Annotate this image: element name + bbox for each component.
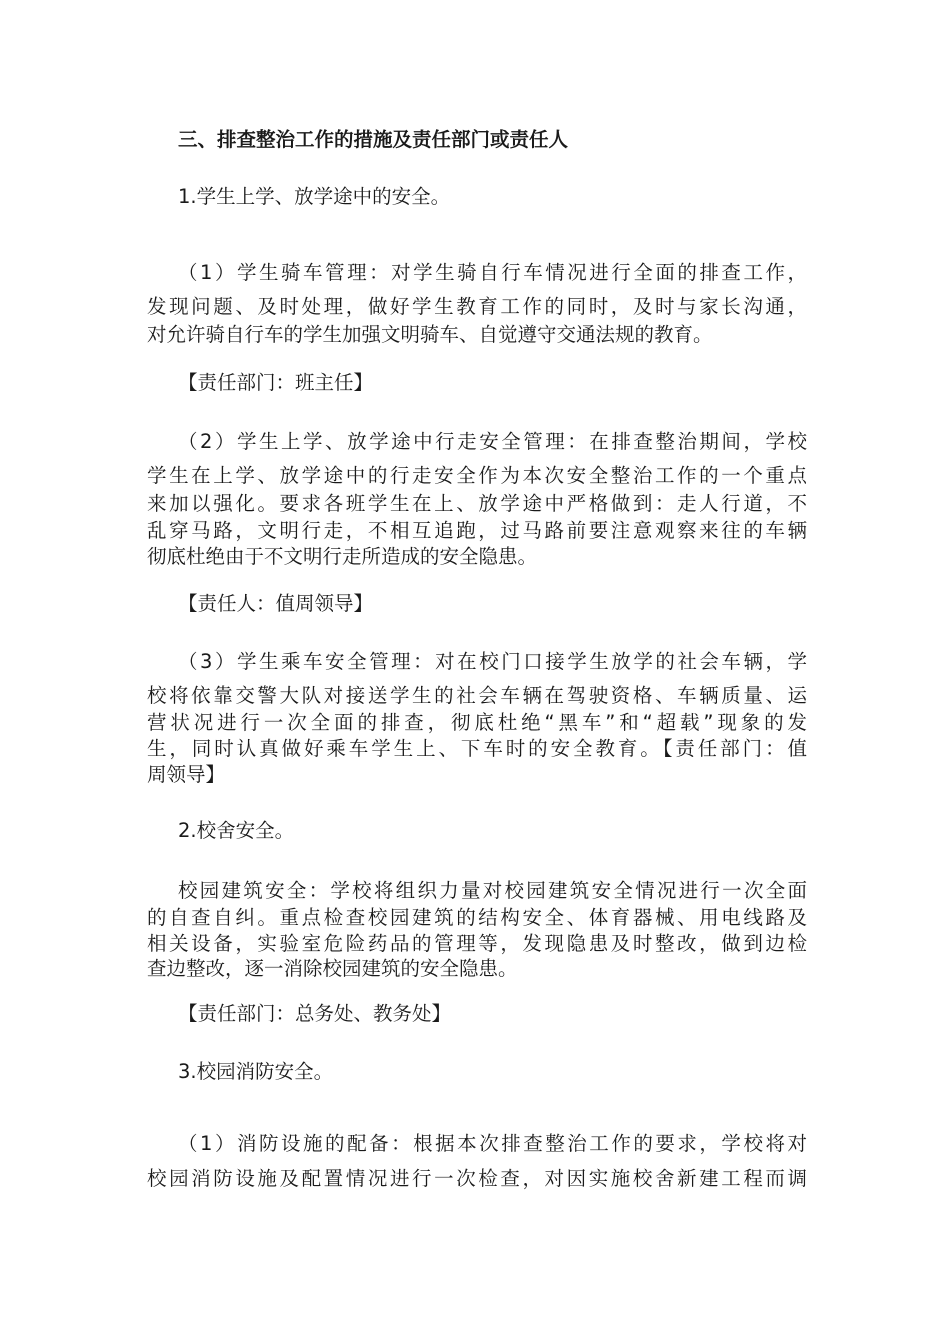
subsection-title-2: 2.校舍安全。: [178, 819, 295, 842]
paragraph-line: 发现问题、及时处理，做好学生教育工作的同时，及时与家长沟通，: [147, 295, 807, 318]
paragraph-line: 校园消防设施及配置情况进行一次检查，对因实施校舍新建工程而调: [147, 1167, 807, 1190]
paragraph-line: 查边整改，逐一消除校园建筑的安全隐患。: [147, 957, 518, 980]
paragraph-line: 彻底杜绝由于不文明行走所造成的安全隐患。: [147, 545, 538, 568]
responsibility-note: 【责任部门：总务处、教务处】: [178, 1002, 452, 1025]
paragraph-line: 对允许骑自行车的学生加强文明骑车、自觉遵守交通法规的教育。: [147, 323, 713, 346]
paragraph-line: 的自查自纠。重点检查校园建筑的结构安全、体育器械、用电线路及: [147, 906, 807, 929]
responsibility-note: 【责任部门：班主任】: [178, 371, 374, 394]
paragraph-line: 相关设备，实验室危险药品的管理等，发现隐患及时整改，做到边检: [147, 932, 807, 955]
paragraph-line: 生，同时认真做好乘车学生上、下车时的安全教育。【责任部门：值: [147, 737, 807, 760]
paragraph-line: 来加以强化。要求各班学生在上、放学途中严格做到：走人行道，不: [147, 492, 807, 515]
subsection-title-3: 3.校园消防安全。: [178, 1060, 334, 1083]
paragraph-line: （1）消防设施的配备：根据本次排查整治工作的要求，学校将对: [178, 1132, 807, 1155]
paragraph-line: （3）学生乘车安全管理：对在校门口接学生放学的社会车辆，学: [178, 650, 807, 673]
paragraph-line: 周领导】: [147, 763, 226, 786]
paragraph-line: 校将依靠交警大队对接送学生的社会车辆在驾驶资格、车辆质量、运: [147, 684, 807, 707]
paragraph-line: 校园建筑安全：学校将组织力量对校园建筑安全情况进行一次全面: [178, 879, 807, 902]
subsection-title-1: 1.学生上学、放学途中的安全。: [178, 185, 451, 208]
paragraph-line: （2）学生上学、放学途中行走安全管理：在排查整治期间，学校: [178, 430, 807, 453]
paragraph-line: 营状况进行一次全面的排查，彻底杜绝“黑车”和“超载”现象的发: [147, 711, 807, 734]
paragraph-line: 乱穿马路，文明行走，不相互追跑，过马路前要注意观察来往的车辆: [147, 519, 807, 542]
responsibility-note: 【责任人：值周领导】: [178, 592, 374, 615]
section-heading: 三、排查整治工作的措施及责任部门或责任人: [178, 128, 569, 151]
paragraph-line: 学生在上学、放学途中的行走安全作为本次安全整治工作的一个重点: [147, 464, 807, 487]
paragraph-line: （1）学生骑车管理：对学生骑自行车情况进行全面的排查工作，: [178, 261, 807, 284]
